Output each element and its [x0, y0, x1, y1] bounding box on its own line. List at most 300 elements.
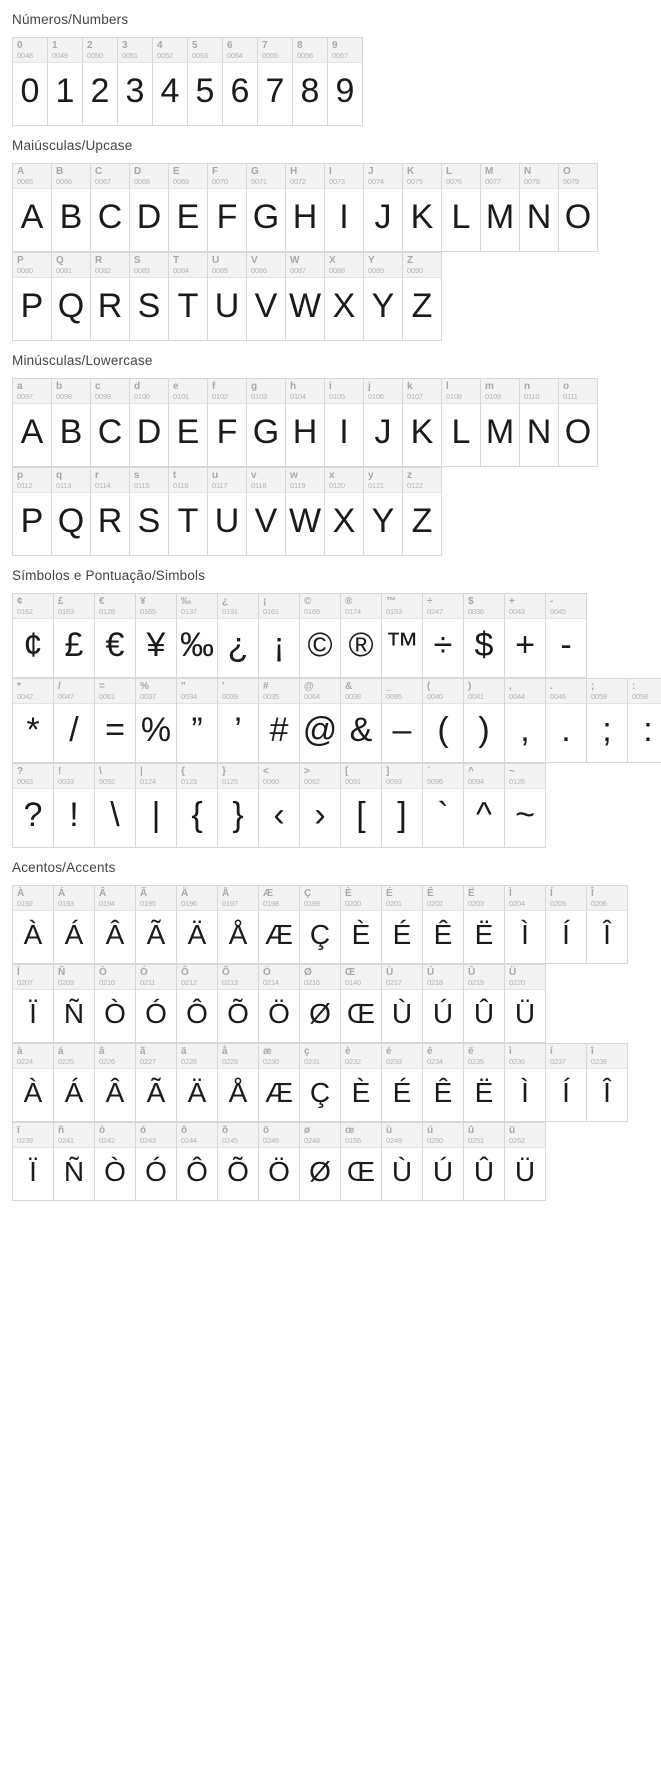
glyph-cell[interactable]: [177, 594, 218, 678]
glyph-cell[interactable]: [54, 886, 95, 964]
glyph-cell[interactable]: [300, 764, 341, 848]
glyph-charcode-label: 0072: [290, 177, 306, 186]
glyph-sample: %: [140, 711, 172, 749]
glyph-charcode-label: 0101: [173, 392, 189, 401]
glyph-character-label: ¿: [222, 596, 229, 607]
glyph-sample: /: [69, 711, 79, 749]
glyph-cell[interactable]: [259, 965, 300, 1043]
glyph-charcode-label: 0092: [99, 777, 115, 786]
glyph-charcode-label: 0125: [222, 777, 238, 786]
glyph-sample: D: [136, 198, 162, 236]
glyph-charcode-label: 0243: [140, 1136, 156, 1145]
glyph-cell[interactable]: [54, 965, 95, 1043]
glyph-cell[interactable]: [208, 379, 247, 467]
glyph-cell[interactable]: [505, 1044, 546, 1122]
glyph-cell[interactable]: [559, 164, 598, 252]
glyph-cell[interactable]: [91, 253, 130, 341]
glyph-cell-header: [259, 965, 299, 990]
glyph-cell[interactable]: [481, 164, 520, 252]
glyph-cell[interactable]: [300, 1123, 341, 1201]
glyph-cell[interactable]: [505, 965, 546, 1043]
glyph-cell[interactable]: [223, 38, 258, 126]
glyph-cell[interactable]: [130, 379, 169, 467]
glyph-cell[interactable]: [423, 886, 464, 964]
glyph-character-label: 6: [227, 40, 233, 51]
glyph-cell[interactable]: [208, 164, 247, 252]
glyph-sample: Ë: [474, 919, 494, 950]
glyph-cell[interactable]: [464, 1123, 505, 1201]
glyph-cell-header: [13, 1044, 53, 1069]
glyph-charcode-label: 0114: [95, 481, 111, 490]
glyph-cell[interactable]: [423, 965, 464, 1043]
glyph-cell[interactable]: [325, 253, 364, 341]
glyph-sample: Ú: [432, 1156, 454, 1187]
glyph-cell[interactable]: [546, 886, 587, 964]
glyph-cell[interactable]: [136, 594, 177, 678]
glyph-cell[interactable]: [259, 764, 300, 848]
glyph-cell[interactable]: [95, 764, 136, 848]
glyph-sample: ^: [476, 796, 492, 834]
glyph-character-label: !: [58, 766, 62, 777]
glyph-sample: ]: [397, 796, 407, 834]
glyph-cell-header: [464, 1044, 504, 1069]
glyph-charcode-label: 0229: [222, 1057, 238, 1066]
glyph-cell[interactable]: [286, 468, 325, 556]
glyph-cell[interactable]: [423, 679, 464, 763]
glyph-character-label: Õ: [222, 967, 230, 978]
glyph-cell[interactable]: [423, 1123, 464, 1201]
glyph-cell[interactable]: [300, 886, 341, 964]
glyph-cell[interactable]: [153, 38, 188, 126]
glyph-sample: Ò: [104, 1156, 126, 1187]
glyph-cell[interactable]: [54, 1123, 95, 1201]
glyph-character-label: É: [386, 888, 393, 899]
glyph-cell[interactable]: [218, 965, 259, 1043]
glyph-cell[interactable]: [382, 965, 423, 1043]
glyph-cell[interactable]: [520, 379, 559, 467]
glyph-charcode-label: 0234: [427, 1057, 443, 1066]
glyph-cell-header: [364, 468, 402, 493]
glyph-charcode-label: 0052: [157, 51, 173, 60]
glyph-cell[interactable]: [505, 886, 546, 964]
glyph-cell[interactable]: [169, 468, 208, 556]
glyph-cell[interactable]: [118, 38, 153, 126]
glyph-cell[interactable]: [54, 679, 95, 763]
glyph-cell[interactable]: [325, 379, 364, 467]
glyph-charcode-label: 0045: [550, 607, 566, 616]
glyph-charcode-label: 0210: [99, 978, 115, 987]
glyph-cell[interactable]: [218, 886, 259, 964]
glyph-sample: |: [151, 796, 161, 834]
glyph-cell[interactable]: [546, 1044, 587, 1122]
glyph-cell[interactable]: [464, 965, 505, 1043]
glyph-cell[interactable]: [48, 38, 83, 126]
glyph-character-label: #: [263, 681, 269, 692]
glyph-cell-header: [247, 468, 285, 493]
glyph-sample: F: [216, 413, 238, 451]
glyph-cell[interactable]: [136, 965, 177, 1043]
glyph-charcode-label: 0200: [345, 899, 361, 908]
glyph-character-label: 2: [87, 40, 93, 51]
glyph-cell[interactable]: [218, 1044, 259, 1122]
glyph-cell[interactable]: [300, 965, 341, 1043]
glyph-cell[interactable]: [325, 468, 364, 556]
glyph-cell-header: [54, 594, 94, 619]
glyph-charcode-label: 0033: [58, 777, 74, 786]
glyph-cell[interactable]: [286, 253, 325, 341]
glyph-character-label: ¢: [17, 596, 23, 607]
glyph-cell-header: [169, 164, 207, 189]
glyph-cell[interactable]: [587, 1044, 628, 1122]
glyph-cell[interactable]: [247, 379, 286, 467]
glyph-cell[interactable]: [423, 1044, 464, 1122]
glyph-cell[interactable]: [218, 679, 259, 763]
glyph-cell[interactable]: [341, 965, 382, 1043]
glyph-cell-header: [341, 1044, 381, 1069]
glyph-cell[interactable]: [13, 253, 52, 341]
glyph-cell[interactable]: [382, 594, 423, 678]
glyph-cell[interactable]: [403, 164, 442, 252]
glyph-cell[interactable]: [13, 1123, 54, 1201]
glyph-row: [12, 163, 598, 252]
glyph-character-label: 5: [192, 40, 198, 51]
glyph-cell[interactable]: [382, 886, 423, 964]
glyph-sample: [: [356, 796, 366, 834]
glyph-cell[interactable]: [300, 679, 341, 763]
glyph-charcode-label: 0060: [263, 777, 279, 786]
glyph-sample: B: [59, 198, 83, 236]
glyph-cell[interactable]: [13, 764, 54, 848]
glyph-cell-header: [286, 253, 324, 278]
glyph-character-label: Û: [468, 967, 476, 978]
glyph-cell[interactable]: [403, 379, 442, 467]
section-title: Acentos/Accents: [12, 860, 116, 875]
glyph-cell-header: [364, 164, 402, 189]
glyph-cell[interactable]: [259, 679, 300, 763]
glyph-cell[interactable]: [54, 764, 95, 848]
glyph-cell[interactable]: [13, 38, 48, 126]
glyph-cell[interactable]: [505, 1123, 546, 1201]
glyph-cell-header: [95, 1044, 135, 1069]
glyph-cell[interactable]: [341, 886, 382, 964]
glyph-cell[interactable]: [364, 468, 403, 556]
glyph-cell[interactable]: [136, 1044, 177, 1122]
glyph-character-label: Î: [591, 888, 594, 899]
glyph-cell-header: [481, 164, 519, 189]
glyph-character-label: a: [17, 381, 23, 392]
glyph-cell[interactable]: [300, 1044, 341, 1122]
glyph-cell[interactable]: [52, 164, 91, 252]
glyph-cell[interactable]: [13, 886, 54, 964]
glyph-sample: S: [137, 502, 161, 540]
glyph-cell[interactable]: [293, 38, 328, 126]
glyph-cell[interactable]: [130, 164, 169, 252]
glyph-cell[interactable]: [218, 764, 259, 848]
glyph-cell[interactable]: [403, 253, 442, 341]
glyph-cell[interactable]: [382, 679, 423, 763]
glyph-cell[interactable]: [177, 965, 218, 1043]
glyph-sample: N: [526, 413, 552, 451]
glyph-cell-header: [13, 379, 51, 404]
glyph-cell-header: [587, 679, 627, 704]
glyph-character-label: ^: [468, 766, 474, 777]
glyph-character-label: u: [212, 470, 219, 481]
glyph-sample: G: [252, 413, 280, 451]
glyph-cell[interactable]: [259, 1123, 300, 1201]
glyph-cell[interactable]: [130, 468, 169, 556]
glyph-cell-header: [54, 1123, 94, 1148]
glyph-charcode-label: 0049: [52, 51, 68, 60]
glyph-cell[interactable]: [258, 38, 293, 126]
glyph-charcode-label: 0235: [468, 1057, 484, 1066]
glyph-cell-header: [259, 679, 299, 704]
glyph-sample: Ñ: [63, 1156, 85, 1187]
glyph-cell[interactable]: [286, 164, 325, 252]
glyph-cell[interactable]: [520, 164, 559, 252]
glyph-cell[interactable]: [95, 1044, 136, 1122]
glyph-character-label: O: [563, 166, 571, 177]
glyph-sample: =: [105, 711, 125, 749]
glyph-charcode-label: 0094: [468, 777, 484, 786]
glyph-charcode-label: 0076: [446, 177, 462, 186]
glyph-cell-header: [177, 679, 217, 704]
glyph-charcode-label: 0096: [427, 777, 443, 786]
glyph-cell[interactable]: [423, 764, 464, 848]
glyph-cell[interactable]: [95, 679, 136, 763]
glyph-charcode-label: 0241: [58, 1136, 74, 1145]
glyph-cell[interactable]: [208, 253, 247, 341]
glyph-sample: 5: [195, 72, 215, 110]
glyph-cell[interactable]: [54, 594, 95, 678]
glyph-character-label: +: [509, 596, 515, 607]
glyph-cell[interactable]: [83, 38, 118, 126]
glyph-cell[interactable]: [52, 253, 91, 341]
glyph-sample: Ã: [146, 919, 166, 950]
glyph-charcode-label: 0078: [524, 177, 540, 186]
glyph-character-label: ï: [17, 1125, 20, 1136]
glyph-sample: R: [97, 502, 123, 540]
glyph-cell[interactable]: [442, 164, 481, 252]
glyph-cell[interactable]: [91, 164, 130, 252]
glyph-cell[interactable]: [382, 1044, 423, 1122]
glyph-charcode-label: 0233: [386, 1057, 402, 1066]
glyph-cell[interactable]: [341, 764, 382, 848]
glyph-cell-header: [481, 379, 519, 404]
glyph-cell[interactable]: [587, 886, 628, 964]
glyph-sample: Ü: [514, 1156, 536, 1187]
glyph-cell[interactable]: [169, 379, 208, 467]
glyph-sample: 2: [90, 72, 110, 110]
glyph-character-label: Ï: [17, 967, 20, 978]
glyph-cell[interactable]: [218, 1123, 259, 1201]
glyph-character-label: Q: [56, 255, 64, 266]
glyph-cell-header: [52, 379, 90, 404]
glyph-sample: O: [564, 413, 592, 451]
glyph-cell-header: [423, 965, 463, 990]
glyph-cell[interactable]: [505, 764, 546, 848]
glyph-cell-header: [208, 468, 246, 493]
glyph-cell-header: [54, 764, 94, 789]
glyph-cell[interactable]: [95, 594, 136, 678]
glyph-row: [12, 964, 546, 1043]
glyph-charcode-label: 0199: [304, 899, 320, 908]
glyph-cell[interactable]: [136, 764, 177, 848]
glyph-cell[interactable]: [423, 594, 464, 678]
glyph-sample: Œ: [347, 998, 375, 1029]
glyph-cell-header: [52, 253, 90, 278]
glyph-cell[interactable]: [136, 679, 177, 763]
glyph-character-label: ã: [140, 1046, 146, 1057]
glyph-cell[interactable]: [464, 1044, 505, 1122]
glyph-cell[interactable]: [247, 164, 286, 252]
glyph-cell[interactable]: [52, 379, 91, 467]
glyph-cell[interactable]: [546, 594, 587, 678]
glyph-sample: Î: [603, 1077, 611, 1108]
glyph-sample: Ó: [145, 1156, 167, 1187]
glyph-cell[interactable]: [259, 594, 300, 678]
glyph-cell[interactable]: [218, 594, 259, 678]
glyph-cell[interactable]: [286, 379, 325, 467]
glyph-cell[interactable]: [95, 965, 136, 1043]
glyph-charcode-label: 0228: [181, 1057, 197, 1066]
glyph-cell[interactable]: [559, 379, 598, 467]
glyph-cell[interactable]: [628, 679, 661, 763]
glyph-cell[interactable]: [382, 764, 423, 848]
glyph-cell[interactable]: [13, 164, 52, 252]
glyph-character-label: ': [222, 681, 225, 692]
glyph-cell[interactable]: [136, 1123, 177, 1201]
glyph-sample: L: [451, 413, 471, 451]
glyph-sample: Í: [562, 1077, 570, 1108]
glyph-cell-header: [403, 253, 441, 278]
glyph-cell[interactable]: [13, 468, 52, 556]
glyph-character-label: 1: [52, 40, 58, 51]
glyph-cell[interactable]: [464, 594, 505, 678]
glyph-charcode-label: 0091: [345, 777, 361, 786]
glyph-sample: U: [214, 502, 240, 540]
glyph-cell[interactable]: [364, 164, 403, 252]
glyph-cell[interactable]: [300, 594, 341, 678]
glyph-cell[interactable]: [188, 38, 223, 126]
glyph-charcode-label: 0247: [427, 607, 443, 616]
glyph-character-label: €: [99, 596, 105, 607]
glyph-charcode-label: 0216: [304, 978, 320, 987]
glyph-cell-header: [300, 594, 340, 619]
glyph-character-label: m: [485, 381, 494, 392]
glyph-cell[interactable]: [13, 594, 54, 678]
glyph-cell[interactable]: [169, 253, 208, 341]
glyph-charcode-label: 0161: [263, 607, 279, 616]
glyph-cell[interactable]: [382, 1123, 423, 1201]
glyph-charcode-label: 0106: [368, 392, 384, 401]
glyph-character-label: :: [632, 681, 636, 692]
glyph-character-label: y: [368, 470, 374, 481]
glyph-character-label: ©: [304, 596, 312, 607]
glyph-charcode-label: 0121: [368, 481, 384, 490]
glyph-charcode-label: 0117: [212, 481, 228, 490]
glyph-cell[interactable]: [177, 1123, 218, 1201]
glyph-cell[interactable]: [546, 679, 587, 763]
glyph-character-label: H: [290, 166, 298, 177]
glyph-cell[interactable]: [341, 594, 382, 678]
glyph-cell-header: [54, 965, 94, 990]
glyph-cell[interactable]: [247, 468, 286, 556]
glyph-charcode-label: 0202: [427, 899, 443, 908]
glyph-charcode-label: 0191: [222, 607, 238, 616]
section-title: Símbolos e Pontuação/Simbols: [12, 568, 206, 583]
glyph-cell[interactable]: [130, 253, 169, 341]
glyph-cell[interactable]: [259, 886, 300, 964]
glyph-cell[interactable]: [91, 379, 130, 467]
glyph-cell[interactable]: [13, 379, 52, 467]
glyph-cell[interactable]: [505, 679, 546, 763]
glyph-charcode-label: 0251: [468, 1136, 484, 1145]
glyph-cell[interactable]: [341, 679, 382, 763]
glyph-cell[interactable]: [52, 468, 91, 556]
glyph-sample: M: [485, 413, 515, 451]
glyph-sample: {: [191, 796, 203, 834]
glyph-sample: O: [564, 198, 592, 236]
glyph-character-label: 7: [262, 40, 268, 51]
glyph-character-label: ù: [386, 1125, 393, 1136]
glyph-cell-header: [341, 965, 381, 990]
glyph-cell[interactable]: [464, 679, 505, 763]
glyph-cell[interactable]: [505, 594, 546, 678]
glyph-cell[interactable]: [95, 886, 136, 964]
glyph-cell[interactable]: [54, 1044, 95, 1122]
glyph-cell[interactable]: [464, 886, 505, 964]
glyph-sample: Z: [411, 502, 433, 540]
glyph-cell[interactable]: [259, 1044, 300, 1122]
glyph-character-label: È: [345, 888, 352, 899]
glyph-cell[interactable]: [13, 965, 54, 1043]
glyph-cell[interactable]: [208, 468, 247, 556]
glyph-cell[interactable]: [177, 1044, 218, 1122]
glyph-cell[interactable]: [177, 764, 218, 848]
glyph-cell[interactable]: [13, 1044, 54, 1122]
glyph-cell[interactable]: [136, 886, 177, 964]
glyph-cell[interactable]: [341, 1044, 382, 1122]
glyph-cell[interactable]: [247, 253, 286, 341]
glyph-cell[interactable]: [442, 379, 481, 467]
glyph-cell[interactable]: [464, 764, 505, 848]
glyph-sample: T: [177, 287, 199, 325]
glyph-cell[interactable]: [341, 1123, 382, 1201]
glyph-sample: Â: [105, 1077, 125, 1108]
glyph-cell-header: [328, 38, 362, 63]
glyph-cell[interactable]: [403, 468, 442, 556]
glyph-sample: Í: [562, 919, 570, 950]
glyph-cell-header: [382, 1044, 422, 1069]
glyph-character-label: æ: [263, 1046, 272, 1057]
glyph-cell[interactable]: [177, 679, 218, 763]
glyph-cell[interactable]: [481, 379, 520, 467]
glyph-character-label: x: [329, 470, 335, 481]
glyph-cell[interactable]: [91, 468, 130, 556]
glyph-cell[interactable]: [328, 38, 363, 126]
glyph-cell[interactable]: [169, 164, 208, 252]
glyph-cell[interactable]: [587, 679, 628, 763]
glyph-cell[interactable]: [364, 379, 403, 467]
glyph-cell[interactable]: [95, 1123, 136, 1201]
glyph-sample: ,: [520, 711, 530, 749]
glyph-cell-header: [95, 886, 135, 911]
glyph-cell[interactable]: [364, 253, 403, 341]
glyph-cell[interactable]: [325, 164, 364, 252]
glyph-cell[interactable]: [13, 679, 54, 763]
glyph-charcode-label: 0058: [632, 692, 648, 701]
glyph-cell[interactable]: [177, 886, 218, 964]
